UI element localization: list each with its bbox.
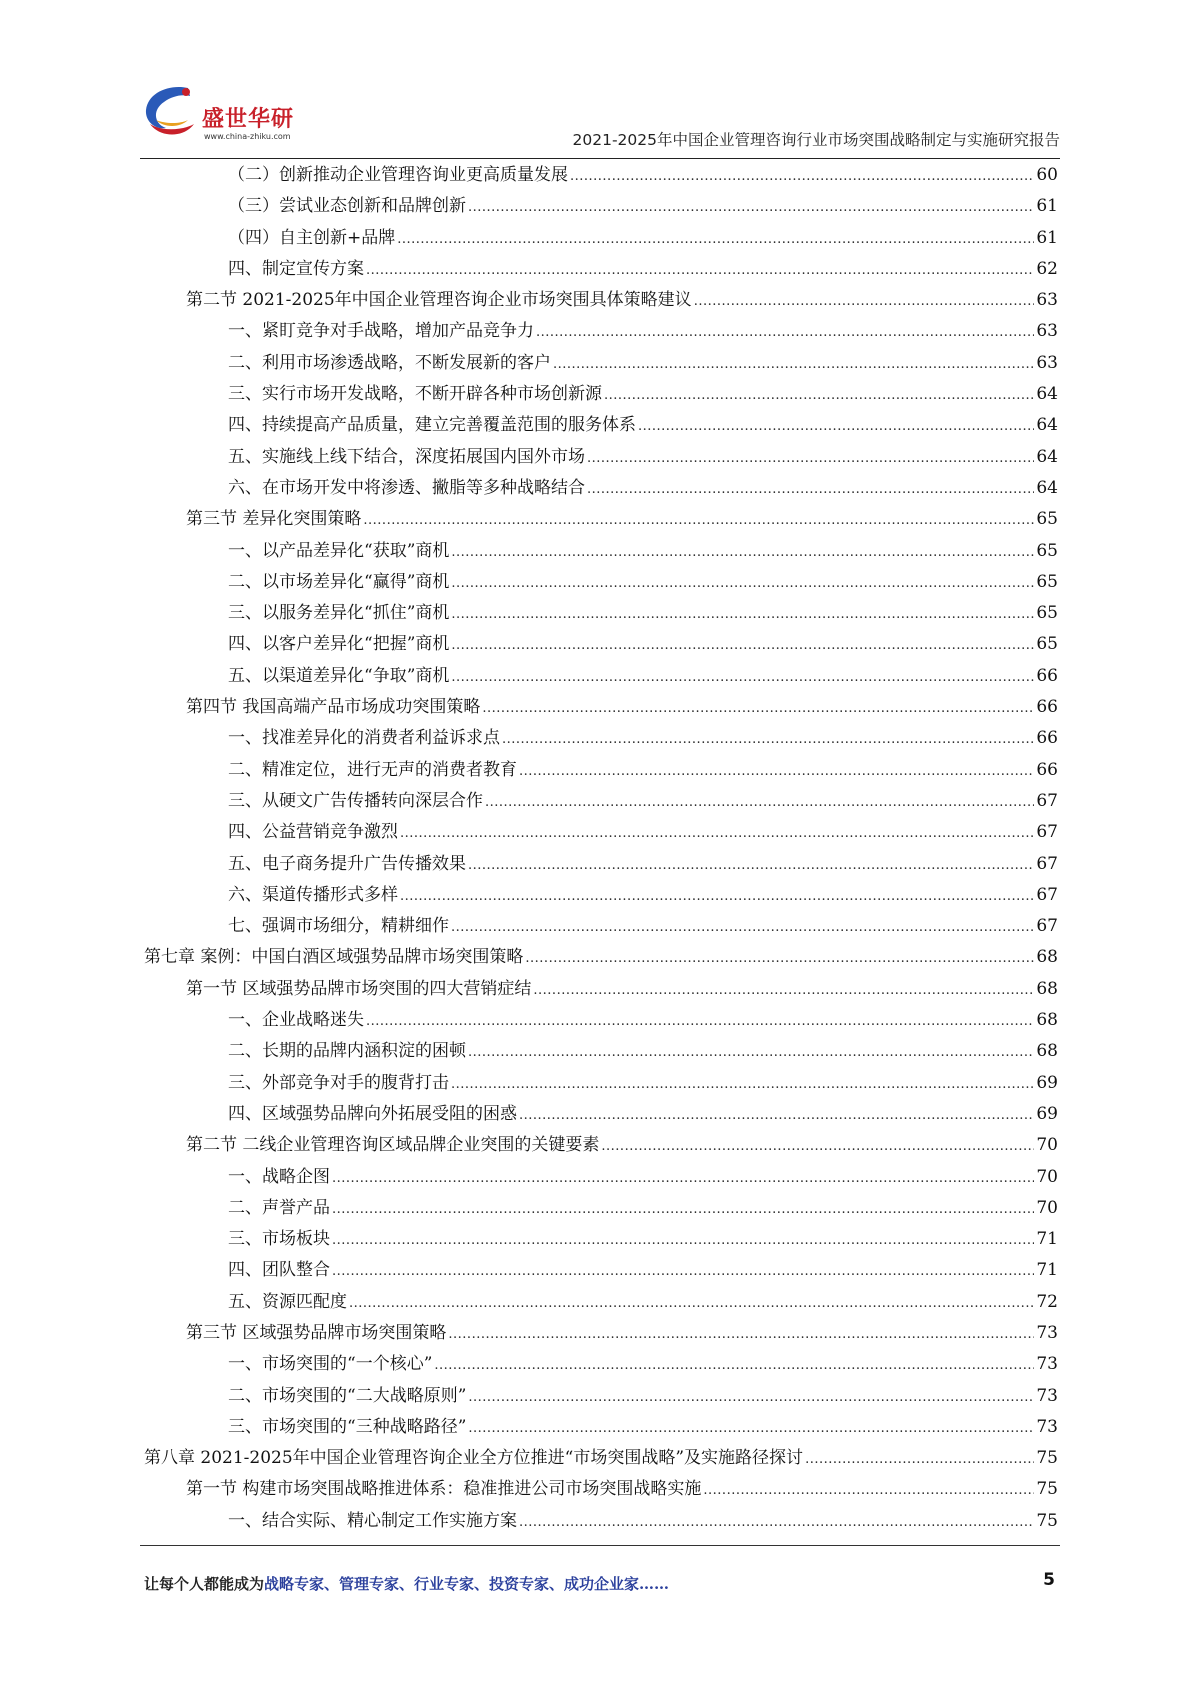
- toc-entry[interactable]: [144, 191, 1058, 222]
- toc-entry-page: 75: [1036, 1448, 1058, 1469]
- toc-dot-leader: [519, 1507, 1034, 1538]
- logo: [140, 80, 310, 150]
- toc-entry[interactable]: [144, 1349, 1058, 1380]
- toc-entry[interactable]: [144, 1193, 1058, 1224]
- toc-entry-page: 70: [1036, 1166, 1058, 1187]
- toc-dot-leader: [468, 1382, 1034, 1413]
- header-divider: [140, 158, 1060, 159]
- toc-entry[interactable]: [144, 379, 1058, 410]
- toc-entry-title: 四、持续提高产品质量，建立完善覆盖范围的服务体系: [228, 415, 636, 436]
- toc-entry-page: 61: [1036, 227, 1058, 248]
- toc-entry-title: 二、利用市场渗透战略，不断发展新的客户: [228, 352, 551, 373]
- toc-entry[interactable]: [144, 974, 1058, 1005]
- toc-dot-leader: [332, 1163, 1034, 1194]
- toc-entry-page: 67: [1036, 822, 1058, 843]
- toc-dot-leader: [638, 411, 1034, 442]
- slogan-highlight: 战略专家、管理专家、行业专家、投资专家、成功企业家……: [264, 1575, 670, 1593]
- toc-entry-page: 71: [1036, 1260, 1058, 1281]
- toc-entry[interactable]: [144, 1506, 1058, 1537]
- toc-entry[interactable]: [144, 598, 1058, 629]
- toc-dot-leader: [570, 161, 1034, 192]
- toc-entry-title: 四、区域强势品牌向外拓展受阻的困惑: [228, 1103, 517, 1124]
- toc-entry[interactable]: [144, 1318, 1058, 1349]
- toc-entry-page: 73: [1036, 1354, 1058, 1375]
- toc-entry-title: 一、企业战略迷失: [228, 1010, 364, 1031]
- toc-entry-page: 60: [1036, 165, 1058, 185]
- toc-entry-title: 三、市场板块: [228, 1229, 330, 1250]
- toc-entry-title: 七、强调市场细分，精耕细作: [228, 916, 449, 937]
- toc-entry[interactable]: [144, 1162, 1058, 1193]
- toc-entry-title: 第三节 差异化突围策略: [186, 509, 362, 530]
- toc-entry[interactable]: [144, 1130, 1058, 1161]
- toc-dot-leader: [400, 881, 1034, 912]
- toc-entry-title: 三、市场突围的“三种战略路径”: [228, 1416, 467, 1437]
- toc-entry-page: 69: [1036, 1072, 1058, 1093]
- toc-entry-page: 64: [1036, 415, 1058, 436]
- toc-dot-leader: [502, 724, 1034, 755]
- toc-entry-page: 70: [1036, 1135, 1058, 1156]
- toc-entry-page: 64: [1036, 384, 1058, 405]
- toc-dot-leader: [451, 912, 1034, 943]
- toc-entry[interactable]: [144, 254, 1058, 285]
- toc-dot-leader: [451, 537, 1034, 568]
- toc-entry-title: 第一节 区域强势品牌市场突围的四大营销症结: [186, 978, 532, 999]
- toc-entry-title: 五、实施线上线下结合，深度拓展国内国外市场: [228, 446, 585, 467]
- toc-entry-page: 67: [1036, 790, 1058, 811]
- toc-entry[interactable]: [144, 880, 1058, 911]
- toc-entry-page: 65: [1036, 509, 1058, 530]
- logo-name: 盛世华研: [202, 107, 295, 132]
- toc-entry-title: 第二节 二线企业管理咨询区域品牌企业突围的关键要素: [186, 1135, 600, 1156]
- toc-entry[interactable]: [144, 348, 1058, 379]
- toc-entry-title: 五、电子商务提升广告传播效果: [228, 853, 466, 874]
- toc-entry-page: 67: [1036, 884, 1058, 905]
- toc-entry-title: 第七章 案例：中国白酒区域强势品牌市场突围策略: [144, 947, 524, 968]
- toc-entry-page: 66: [1036, 728, 1058, 749]
- toc-entry-title: 第一节 构建市场突围战略推进体系：稳准推进公司市场突围战略实施: [186, 1479, 702, 1500]
- toc-dot-leader: [519, 1100, 1034, 1131]
- toc-dot-leader: [332, 1256, 1034, 1287]
- toc-entry-page: 75: [1036, 1479, 1058, 1500]
- toc-entry[interactable]: [144, 1068, 1058, 1099]
- toc-entry-page: 66: [1036, 759, 1058, 780]
- toc-entry[interactable]: [144, 629, 1058, 660]
- toc-dot-leader: [536, 317, 1034, 348]
- toc-entry[interactable]: [144, 911, 1058, 942]
- toc-entry[interactable]: [144, 504, 1058, 535]
- toc-entry-title: 三、实行市场开发战略，不断开辟各种市场创新源: [228, 384, 602, 405]
- toc-dot-leader: [451, 630, 1034, 661]
- toc-entry-title: 四、制定宣传方案: [228, 258, 364, 279]
- toc-dot-leader: [553, 349, 1034, 380]
- toc-entry-page: 68: [1036, 947, 1058, 968]
- toc-entry-page: 70: [1036, 1197, 1058, 1218]
- toc-entry[interactable]: [144, 723, 1058, 754]
- toc-dot-leader: [587, 443, 1034, 474]
- toc-dot-leader: [332, 1194, 1034, 1225]
- toc-entry[interactable]: [144, 1381, 1058, 1412]
- toc-entry[interactable]: [144, 285, 1058, 316]
- toc-entry-title: 一、战略企图: [228, 1166, 330, 1187]
- toc-entry[interactable]: [144, 473, 1058, 504]
- toc-entry-title: 五、资源匹配度: [228, 1291, 347, 1312]
- toc-entry[interactable]: [144, 160, 1058, 191]
- toc-entry[interactable]: [144, 1005, 1058, 1036]
- toc-entry-page: 64: [1036, 477, 1058, 498]
- toc-entry[interactable]: [144, 316, 1058, 347]
- toc-dot-leader: [533, 975, 1034, 1006]
- toc-entry-page: 61: [1036, 196, 1058, 217]
- toc-dot-leader: [587, 474, 1034, 505]
- toc-entry-page: 67: [1036, 853, 1058, 874]
- toc-entry-title: 四、团队整合: [228, 1260, 330, 1281]
- toc-entry[interactable]: [144, 1099, 1058, 1130]
- toc-dot-leader: [400, 818, 1034, 849]
- toc-dot-leader: [363, 505, 1034, 536]
- toc-entry-title: （四）自主创新+品牌: [228, 227, 396, 248]
- toc-entry-title: 六、在市场开发中将渗透、撇脂等多种战略结合: [228, 477, 585, 498]
- toc-entry-page: 64: [1036, 446, 1058, 467]
- toc-dot-leader: [332, 1225, 1034, 1256]
- toc-entry-page: 71: [1036, 1229, 1058, 1250]
- toc-entry-title: 第八章 2021-2025年中国企业管理咨询企业全方位推进“市场突围战略”及实施路径探讨: [144, 1448, 804, 1469]
- toc-entry-title: 二、长期的品牌内涵积淀的困顿: [228, 1041, 466, 1062]
- toc-entry[interactable]: [144, 442, 1058, 473]
- toc-entry-title: 二、市场突围的“二大战略原则”: [228, 1385, 467, 1406]
- toc-entry-title: 四、公益营销竞争激烈: [228, 822, 398, 843]
- footer-divider: [140, 1545, 1060, 1546]
- toc-entry-page: 67: [1036, 916, 1058, 937]
- toc-entry-title: 一、市场突围的“一个核心”: [228, 1354, 433, 1375]
- toc-dot-leader: [482, 693, 1034, 724]
- toc-dot-leader: [601, 1131, 1034, 1162]
- logo-mark: [140, 80, 202, 146]
- toc-entry-title: （二）创新推动企业管理咨询业更高质量发展: [228, 165, 568, 185]
- toc-dot-leader: [451, 662, 1034, 693]
- toc-entry-page: 65: [1036, 540, 1058, 561]
- toc-dot-leader: [349, 1288, 1034, 1319]
- toc-entry-title: 三、从硬文广告传播转向深层合作: [228, 790, 483, 811]
- toc-dot-leader: [485, 787, 1034, 818]
- toc-entry-title: 四、以客户差异化“把握”商机: [228, 634, 450, 655]
- toc-entry-page: 68: [1036, 1041, 1058, 1062]
- toc-dot-leader: [451, 568, 1034, 599]
- toc-entry-title: 第三节 区域强势品牌市场突围策略: [186, 1322, 447, 1343]
- toc-dot-leader: [434, 1350, 1034, 1381]
- toc-dot-leader: [694, 286, 1035, 317]
- toc-entry[interactable]: [144, 1224, 1058, 1255]
- toc-entry-page: 63: [1036, 352, 1058, 373]
- toc-entry-page: 73: [1036, 1322, 1058, 1343]
- report-title: 2021-2025年中国企业管理咨询行业市场突围战略制定与实施研究报告: [572, 131, 1060, 149]
- toc-entry[interactable]: [144, 1474, 1058, 1505]
- toc-entry-page: 68: [1036, 1010, 1058, 1031]
- slogan-prefix: 让每个人都能成为: [144, 1575, 265, 1593]
- toc-entry-page: 63: [1036, 321, 1058, 342]
- toc-entry-title: 一、以产品差异化“获取”商机: [228, 540, 450, 561]
- toc-entry[interactable]: [144, 661, 1058, 692]
- toc-entry-page: 65: [1036, 571, 1058, 592]
- toc-dot-leader: [366, 1006, 1034, 1037]
- toc-entry-title: 三、以服务差异化“抓住”商机: [228, 603, 450, 624]
- toc-entry-title: 二、声誉产品: [228, 1197, 330, 1218]
- toc-entry-page: 65: [1036, 603, 1058, 624]
- toc-dot-leader: [805, 1444, 1034, 1475]
- toc-entry-page: 66: [1036, 665, 1058, 686]
- toc-entry-title: 一、找准差异化的消费者利益诉求点: [228, 728, 500, 749]
- toc-entry[interactable]: [144, 1255, 1058, 1286]
- toc-entry[interactable]: [144, 849, 1058, 880]
- toc-entry[interactable]: [144, 223, 1058, 254]
- toc-entry[interactable]: [144, 536, 1058, 567]
- toc-entry-page: 68: [1036, 978, 1058, 999]
- toc-dot-leader: [451, 1069, 1034, 1100]
- footer-slogan: [144, 1573, 669, 1594]
- toc-entry[interactable]: [144, 567, 1058, 598]
- toc-entry-title: 第二节 2021-2025年中国企业管理咨询企业市场突围具体策略建议: [186, 290, 692, 311]
- page-header: [140, 80, 1060, 156]
- toc-entry[interactable]: [144, 1412, 1058, 1443]
- toc-entry-title: 二、精准定位，进行无声的消费者教育: [228, 759, 517, 780]
- toc-entry-page: 63: [1036, 290, 1058, 311]
- toc-dot-leader: [468, 192, 1034, 223]
- toc-dot-leader: [451, 599, 1034, 630]
- toc-entry-page: 65: [1036, 634, 1058, 655]
- toc-entry-page: 73: [1036, 1416, 1058, 1437]
- page-number: 5: [1043, 1570, 1055, 1590]
- toc-entry[interactable]: [144, 786, 1058, 817]
- toc-dot-leader: [448, 1319, 1034, 1350]
- toc-entry-page: 72: [1036, 1291, 1058, 1312]
- toc-dot-leader: [703, 1475, 1034, 1506]
- toc-entry-title: （三）尝试业态创新和品牌创新: [228, 196, 466, 217]
- toc-entry[interactable]: [144, 942, 1058, 973]
- toc-entry-title: 五、以渠道差异化“争取”商机: [228, 665, 450, 686]
- toc-entry-page: 73: [1036, 1385, 1058, 1406]
- toc-entry-title: 一、结合实际、精心制定工作实施方案: [228, 1510, 517, 1531]
- toc-dot-leader: [468, 1413, 1034, 1444]
- toc-entry-page: 62: [1036, 258, 1058, 279]
- toc-entry[interactable]: [144, 1287, 1058, 1318]
- toc-entry-title: 一、紧盯竞争对手战略，增加产品竞争力: [228, 321, 534, 342]
- toc-entry-title: 六、渠道传播形式多样: [228, 884, 398, 905]
- toc-entry-title: 二、以市场差异化“赢得”商机: [228, 571, 450, 592]
- toc-entry[interactable]: [144, 755, 1058, 786]
- toc-entry[interactable]: [144, 1443, 1058, 1474]
- logo-url: www.china-zhiku.com: [204, 132, 291, 141]
- toc-dot-leader: [468, 850, 1034, 881]
- toc-entry-title: 三、外部竞争对手的腹背打击: [228, 1072, 449, 1093]
- toc-dot-leader: [525, 943, 1034, 974]
- toc-dot-leader: [366, 255, 1034, 286]
- toc-entry[interactable]: [144, 410, 1058, 441]
- toc-entry[interactable]: [144, 817, 1058, 848]
- toc-dot-leader: [604, 380, 1034, 411]
- toc-dot-leader: [397, 224, 1034, 255]
- toc-entry-page: 66: [1036, 697, 1058, 718]
- table-of-contents: [144, 160, 1058, 1537]
- toc-entry[interactable]: [144, 692, 1058, 723]
- toc-entry[interactable]: [144, 1036, 1058, 1067]
- toc-entry-title: 第四节 我国高端产品市场成功突围策略: [186, 697, 481, 718]
- toc-entry-page: 75: [1036, 1510, 1058, 1531]
- toc-dot-leader: [519, 756, 1034, 787]
- toc-dot-leader: [468, 1037, 1034, 1068]
- toc-entry-page: 69: [1036, 1103, 1058, 1124]
